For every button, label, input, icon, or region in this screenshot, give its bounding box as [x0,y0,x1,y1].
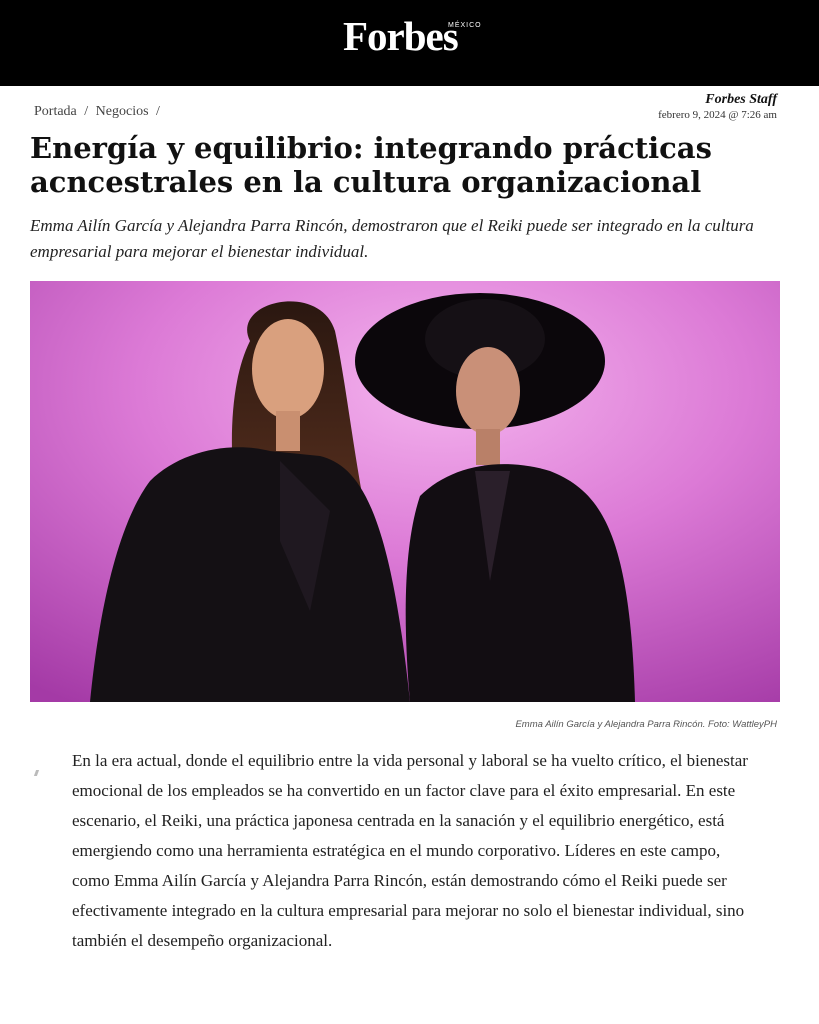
breadcrumb-portada[interactable]: Portada [34,104,77,119]
publish-date: febrero 9, 2024 @ 7:26 am [658,109,777,121]
margin-mark [34,770,39,776]
hero-photo-illustration [30,281,780,702]
forbes-logo[interactable]: Forbes [343,13,458,59]
breadcrumb-separator: / [84,104,89,119]
author-name[interactable]: Forbes Staff [705,92,777,107]
article-title: Energía y equilibrio: integrando prácticas acncestrales en la cultura organizacional [30,131,712,199]
article-body: En la era actual, donde el equilibrio entre la vida personal y laboral se ha vuelto crítico, el bienestar emocional de los empleados se ha convertido en un factor clave para el éxito empresarial. En este escenario, el Reiki, una práctica japonesa centrada en la sanación y el equilibrio energético, está emergiendo como una herramienta estratégica en el mundo corporativo. Líderes en este campo, como Emma Ailín García y Alejandra Parra Rincón, están demostrando cómo el Reiki puede ser efectivamente integrado en la cultura empresarial para mejorar no solo el bienestar individual, sino también el desempeño organizacional. [72,751,748,950]
article-dek: Emma Ailín García y Alejandra Parra Rincón, demostraron que el Reiki puede ser integrado en la cultura empresarial para mejorar el bienestar individual. [30,216,754,261]
byline [658,92,777,121]
breadcrumb [34,104,164,120]
breadcrumb-negocios[interactable]: Negocios [95,104,149,119]
hero-photo [30,281,780,702]
site-header [0,0,819,86]
image-caption: Emma Ailín García y Alejandra Parra Rincón. Foto: WattleyPH [515,719,777,730]
edition-label: MÉXICO [448,22,482,29]
breadcrumb-separator: / [156,104,160,119]
